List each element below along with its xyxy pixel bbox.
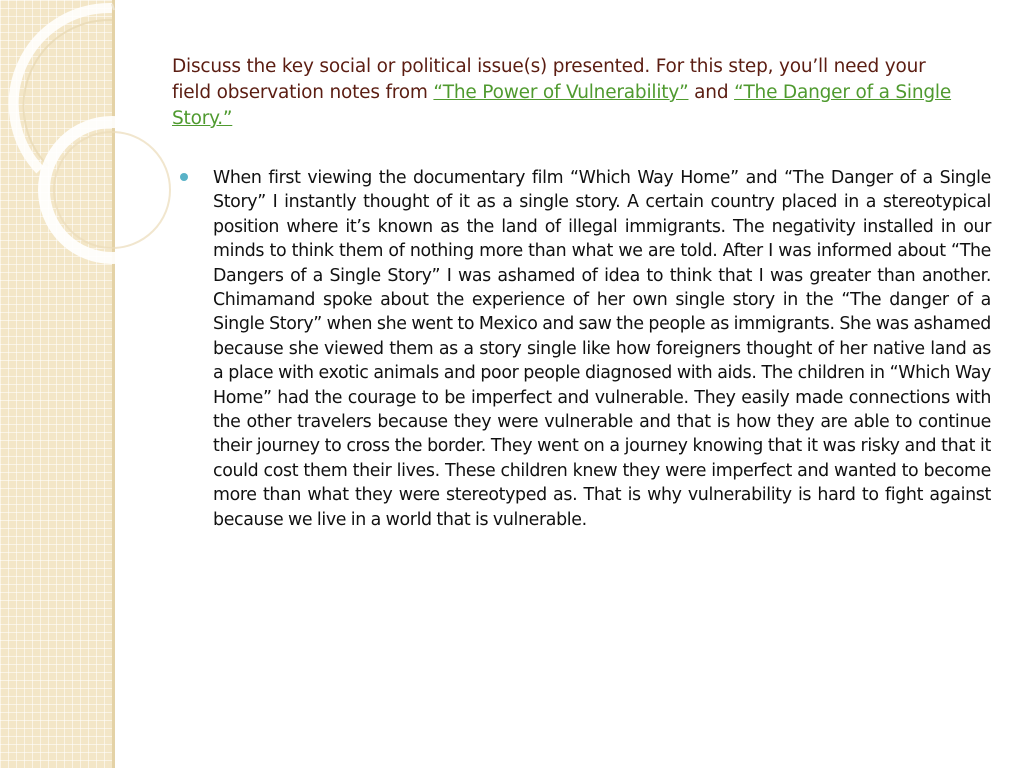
slide-body [180,166,991,532]
bullet-item [180,166,991,532]
power-of-vulnerability-link[interactable]: “The Power of Vulnerability” [433,82,689,103]
title-connector: and [688,82,735,103]
decorative-arc-right [112,4,114,10]
bullet-dot-icon [180,173,188,181]
title-text: Discuss the key social or political issue(s) presented. For this step, you’ll need your field observation notes from [172,56,926,103]
danger-of-single-story-link[interactable]: “The Danger of a Single Story.” [172,82,952,129]
decorative-ring-inner [54,132,170,248]
bullet-text: When first viewing the documentary film “Which Way Home” and “The Danger of a Single Story” I instantly thought of it as a single story. A certain country placed in a stereotypical position where it’s known as the land of illegal immigrants. The negativity installed in our minds to think them of nothing more than what we are told. After I was informed about “The Dangers of a Single Story” I was ashamed of idea to think that I was greater than another. Chimamand spoke about the experience of her own single story in the “The danger of a Single Story” when she went to Mexico and saw the people as immigrants. She was ashamed because she viewed them as a story single like how foreigners thought of her native land as a place with exotic animals and poor people diagnosed with aids. The children in “Which Way Home” had the courage to be imperfect and vulnerable. They easily made connections with the other travelers because they were vulnerable and that is how they are able to continue their journey to cross the border. They went on a journey knowing that it was risky and that it could cost them their lives. These children knew they were imperfect and wanted to become more than what they were stereotyped as. That is why vulnerability is hard to fight against because we live in a world that is vulnerable. [213,168,991,530]
decorative-ring [44,122,180,258]
slide-title [172,54,962,132]
